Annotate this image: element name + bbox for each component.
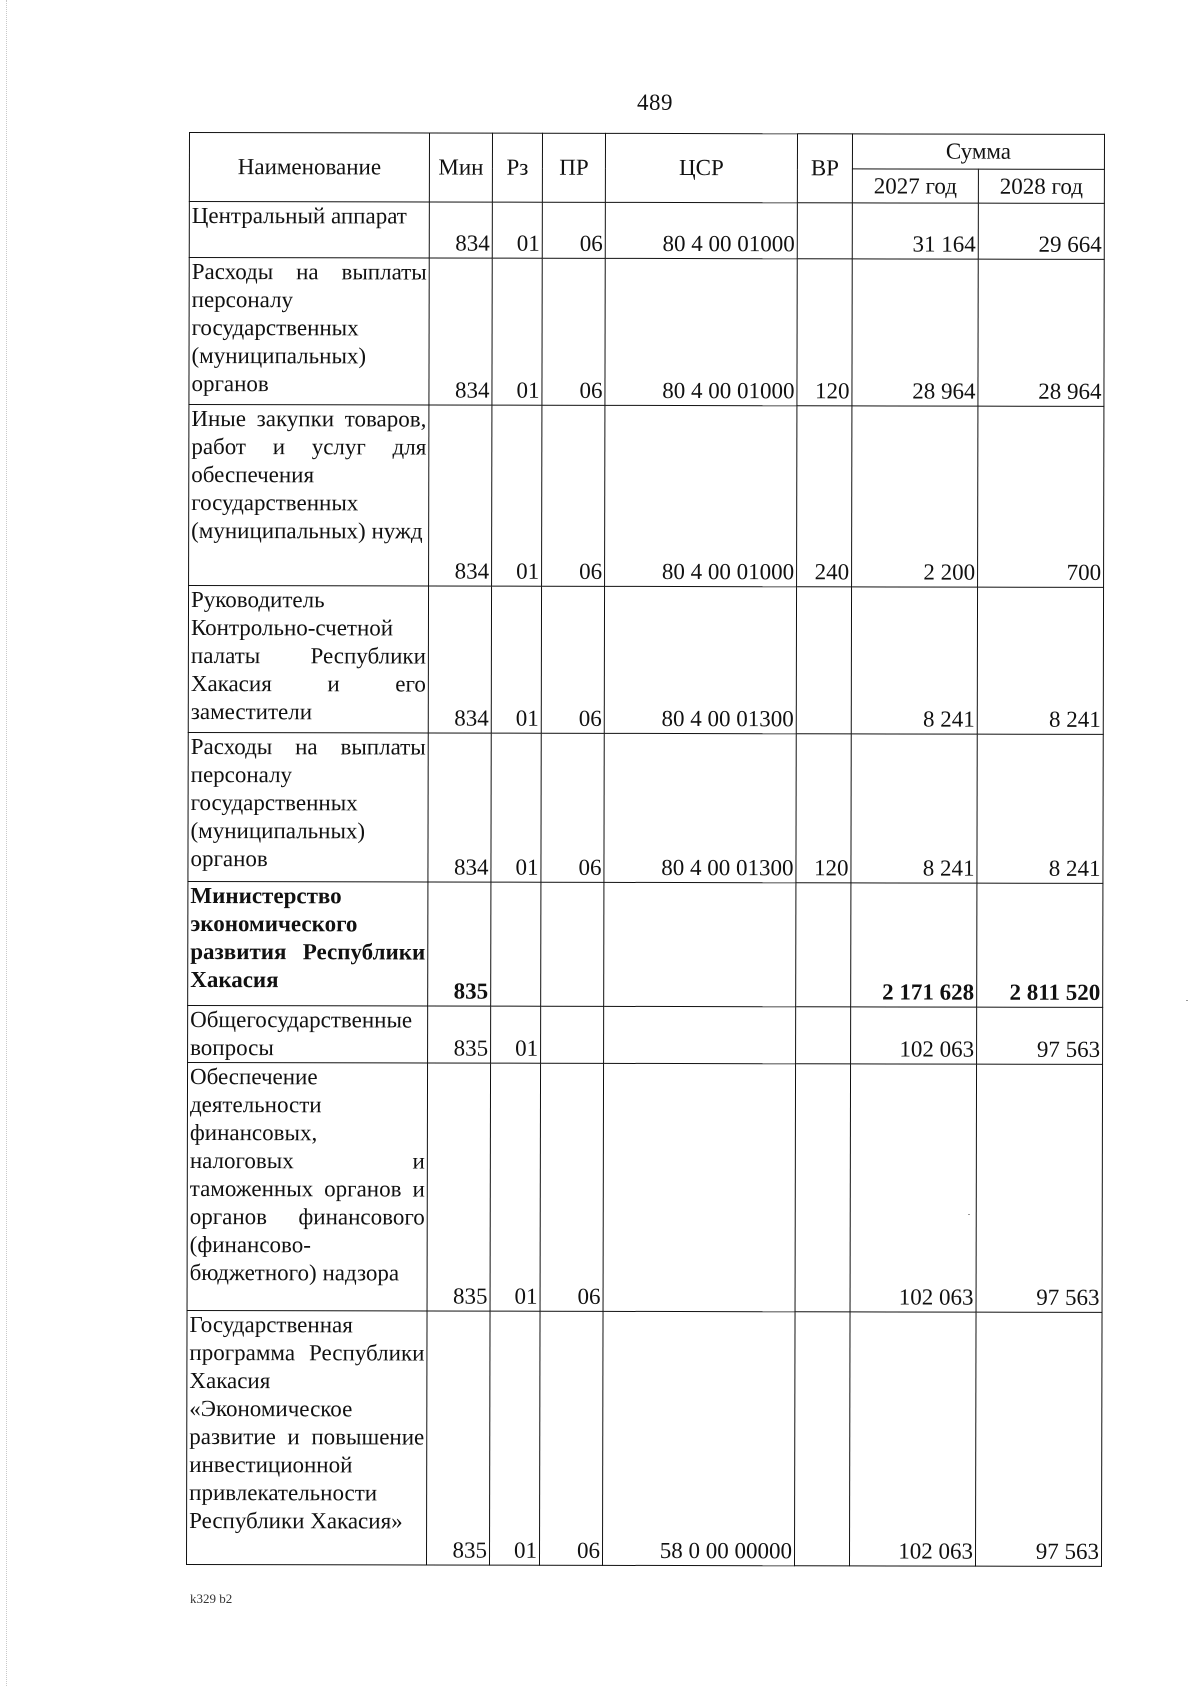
cell-vr: 240 (797, 406, 852, 587)
cell-name: Руководитель Контрольно-счетной палаты Республики Хакасия и его заместители (188, 586, 428, 734)
cell-rz: 01 (491, 586, 541, 733)
cell-csr: 58 0 00 00000 (602, 1311, 795, 1565)
cell-2028: 97 563 (977, 1007, 1103, 1064)
header-pr: ПР (542, 133, 605, 202)
table-row (188, 881, 1103, 1007)
cell-2028: 8 241 (977, 587, 1103, 734)
cell-2028: 28 964 (978, 259, 1104, 406)
cell-2028: 97 563 (975, 1312, 1102, 1566)
cell-rz: 01 (491, 1006, 541, 1063)
cell-csr (603, 1063, 796, 1311)
cell-rz (491, 882, 541, 1006)
cell-2028: 8 241 (977, 734, 1103, 883)
header-year-2027: 2027 год (852, 169, 978, 203)
cell-csr: 80 4 00 01000 (605, 405, 797, 586)
cell-vr (797, 203, 852, 259)
cell-csr: 80 4 00 01300 (604, 733, 796, 882)
table-row (189, 202, 1104, 260)
table-body (186, 202, 1104, 1567)
cell-pr: 06 (540, 1063, 604, 1311)
cell-name: Государственная программа Республики Хакасия «Экономическое развитие и повышение инвестиционной привлекательности Республики Хакасия» (186, 1310, 427, 1565)
cell-2027: 8 241 (851, 587, 977, 734)
cell-min: 835 (428, 882, 491, 1006)
scan-artifact (968, 1214, 970, 1215)
header-year-2028: 2028 год (978, 169, 1104, 203)
cell-rz: 01 (492, 258, 542, 405)
table-header (189, 133, 1104, 204)
cell-name: Центральный аппарат (189, 202, 429, 259)
header-csr: ЦСР (605, 133, 797, 202)
cell-2027: 31 164 (852, 203, 978, 259)
cell-name: Министерство экономического развития Республики Хакасия (188, 881, 428, 1006)
cell-2028: 29 664 (978, 203, 1104, 259)
header-sum: Сумма (852, 134, 1104, 170)
cell-pr: 06 (539, 1311, 603, 1565)
cell-2027: 2 200 (852, 406, 978, 587)
table-row (189, 258, 1104, 407)
cell-min: 834 (429, 405, 492, 586)
cell-rz: 01 (489, 1311, 540, 1565)
cell-name: Иные закупки товаров, работ и услуг для обеспечения государственных (муниципальных) нужд (189, 405, 429, 587)
table-row (187, 1062, 1103, 1312)
cell-pr (541, 1006, 604, 1063)
cell-min: 834 (429, 258, 492, 405)
cell-pr: 06 (541, 586, 604, 733)
cell-pr (541, 882, 604, 1006)
cell-vr (795, 1064, 851, 1312)
cell-min: 835 (426, 1311, 490, 1565)
cell-rz: 01 (490, 1063, 541, 1311)
cell-vr: 120 (796, 734, 851, 883)
cell-2028: 2 811 520 (977, 883, 1103, 1007)
cell-2027: 8 241 (851, 734, 977, 883)
cell-2028: 700 (978, 406, 1104, 587)
cell-2028: 97 563 (976, 1064, 1103, 1312)
cell-pr: 06 (542, 258, 605, 405)
cell-csr: 80 4 00 01300 (604, 586, 796, 733)
cell-min: 834 (428, 586, 491, 733)
table-row (186, 1310, 1102, 1566)
cell-vr (794, 1312, 850, 1566)
cell-vr (796, 883, 851, 1007)
cell-vr: 120 (797, 259, 852, 406)
table-row (188, 732, 1103, 883)
footer-code: k329 b2 (190, 1591, 233, 1606)
cell-2027: 102 063 (850, 1064, 977, 1312)
cell-csr: 80 4 00 01000 (605, 258, 797, 405)
table-row (189, 405, 1104, 588)
budget-table (186, 132, 1105, 1567)
cell-min: 834 (429, 202, 492, 258)
cell-csr: 80 4 00 01000 (605, 202, 797, 258)
cell-pr: 06 (542, 405, 605, 586)
cell-name: Расходы на выплаты персоналу государственных (муниципальных) органов (189, 258, 429, 406)
header-rz: Рз (492, 133, 542, 202)
cell-2027: 102 063 (851, 1007, 977, 1064)
cell-rz: 01 (492, 405, 542, 586)
cell-name: Общегосударственные вопросы (188, 1005, 428, 1063)
cell-2027: 102 063 (849, 1312, 976, 1566)
cell-min: 835 (428, 1006, 491, 1063)
header-name: Наименование (189, 133, 429, 203)
cell-rz: 01 (492, 202, 542, 258)
cell-vr (796, 1007, 851, 1064)
cell-pr: 06 (541, 733, 604, 882)
cell-2027: 2 171 628 (851, 883, 977, 1007)
table-row (188, 586, 1103, 735)
header-min: Мин (429, 133, 492, 202)
cell-min: 834 (428, 733, 491, 882)
page-number: 489 (637, 90, 673, 115)
scan-margin-line (6, 0, 7, 1686)
scan-artifact (1186, 1000, 1188, 1001)
cell-rz: 01 (491, 733, 541, 882)
cell-csr (604, 882, 796, 1006)
table-row (188, 1005, 1103, 1064)
cell-2027: 28 964 (852, 259, 978, 406)
cell-vr (796, 587, 851, 734)
header-vr: ВР (797, 134, 852, 203)
cell-min: 835 (427, 1063, 491, 1311)
cell-name: Расходы на выплаты персоналу государственных (муниципальных) органов (188, 732, 428, 882)
cell-name: Обеспечение деятельности финансовых, налоговых и таможенных органов и органов финансового (финансово-бюджетного) надзора (187, 1062, 428, 1311)
cell-pr: 06 (542, 202, 605, 258)
cell-csr (604, 1006, 796, 1063)
